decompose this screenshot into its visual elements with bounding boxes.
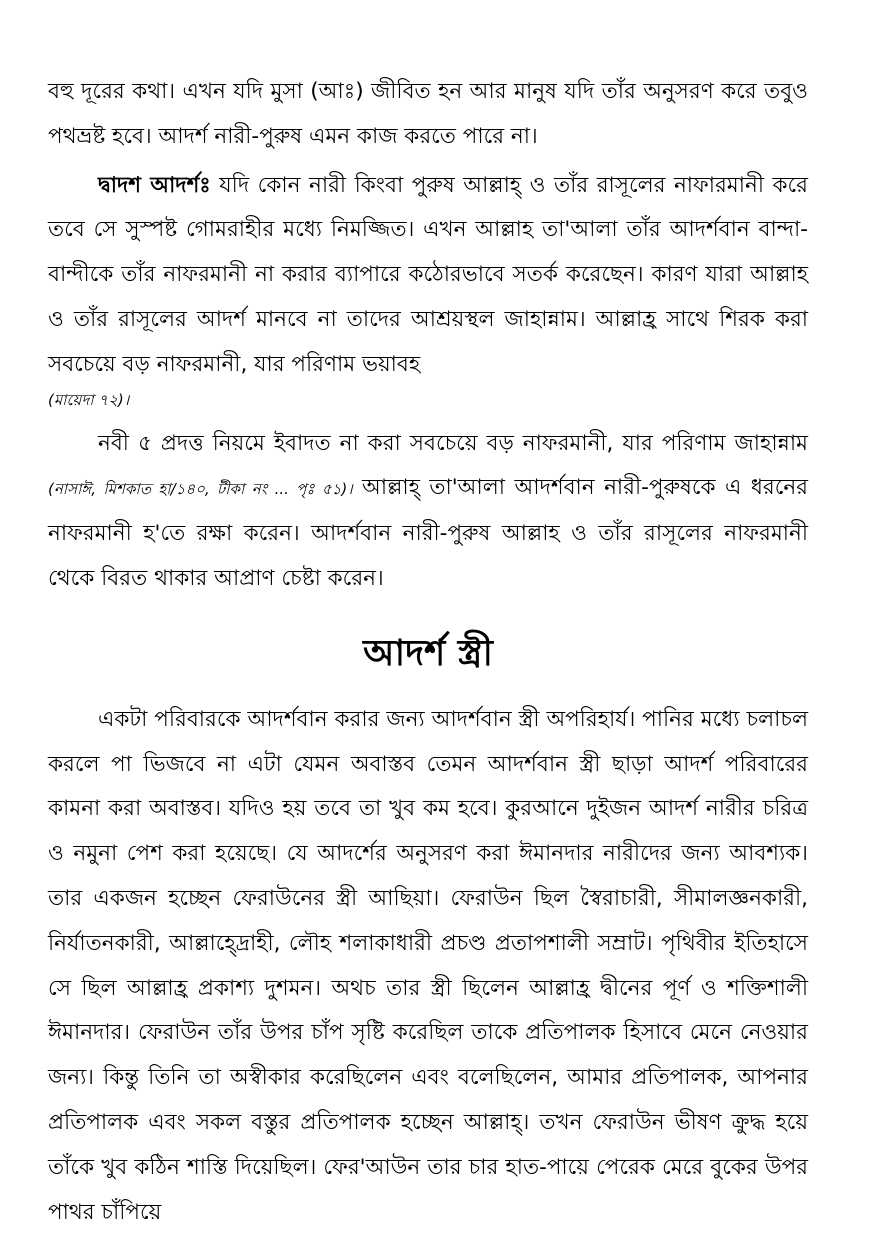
section-heading: আদর্শ স্ত্রী <box>363 632 493 674</box>
paragraph-text: যদি কোন নারী কিংবা পুরুষ আল্লাহ্ ও তাঁর রাসূলের নাফারমানী করে তবে সে সুস্পষ্ট গোমরাহীর মধ্যে নিমজ্জিত। এখন আল্লাহ তা'আলা তাঁর আদর্শবান বান্দা-বান্দীকে তাঁর নাফরমানী না করার ব্যাপারে কঠোরভাবে সতর্ক করেছেন। কারণ যারা আল্লাহ ও তাঁর রাসূলের আদর্শ মানবে না তাদের আশ্রয়স্থল জাহান্নাম। আল্লাহ্র সাথে শিরক করা সবচেয়ে বড় নাফরমানী, যার পরিণাম ভয়াবহ <box>48 172 808 377</box>
paragraph-lead-title: দ্বাদশ আদর্শঃ <box>98 172 211 198</box>
paragraph-ideal-wife <box>48 698 808 1236</box>
citation: (নাসাঈ, মিশকাত হা/১৪০, টীকা নং ... পৃঃ ৫১)। <box>48 480 353 499</box>
document-page <box>48 70 808 1235</box>
paragraph-text: বহু দূরের কথা। এখন যদি মুসা (আঃ) জীবিত হন আর মানুষ যদি তাঁর অনুসরণ করে তবুও পথভ্রষ্ট হবে। আদর্শ নারী-পুরুষ এমন কাজ করতে পারে না। <box>48 79 808 149</box>
paragraph-twelfth-ideal <box>48 164 808 388</box>
paragraph-text: নবী ৫ প্রদত্ত নিয়মে ইবাদত না করা সবচেয়ে বড় নাফরমানী, যার পরিণাম জাহান্নাম <box>98 430 808 456</box>
paragraph-continuation <box>48 70 808 160</box>
paragraph-prophet-rule <box>48 422 808 602</box>
paragraph-text: একটা পরিবারকে আদর্শবান করার জন্য আদর্শবান স্ত্রী অপরিহার্য। পানির মধ্যে চলাচল করলে পা ভিজবে না এটা যেমন অবাস্তব তেমন আদর্শবান স্ত্রী ছাড়া আদর্শ পরিবারের কামনা করা অবাস্তব। যদিও হয় তবে তা খুব কম হবে। কুরআনে দুইজন আদর্শ নারীর চরিত্র ও নমুনা পেশ করা হয়েছে। যে আদর্শের অনুসরণ করা ঈমানদার নারীদের জন্য আবশ্যক। তার একজন হচ্ছেন ফেরাউনের স্ত্রী আছিয়া। ফেরাউন ছিল স্বৈরাচারী, সীমালজ্ঞনকারী, নির্যাতনকারী, আল্লাহ্দ্রোহী, লৌহ শলাকাধারী প্রচণ্ড প্রতাপশালী সম্রাট। পৃথিবীর ইতিহাসে সে ছিল আল্লাহ্র প্রকাশ্য দুশমন। অথচ তার স্ত্রী ছিলেন আল্লাহ্র দ্বীনের পূর্ণ ও শক্তিশালী ঈমানদার। ফেরাউন তাঁর উপর চাঁপ সৃষ্টি করেছিল তাকে প্রতিপালক হিসাবে মেনে নেওয়ার জন্য। কিন্তু তিনি তা অস্বীকার করেছিলেন এবং বলেছিলেন, আমার প্রতিপালক, আপনার প্রতিপালক এবং সকল বস্তুর প্রতিপালক হচ্ছেন আল্লাহ্। তখন ফেরাউন ভীষণ ক্রুদ্ধ হয়ে তাঁকে খুব কঠিন শাস্তি দিয়েছিল। ফের'আউন তার চার হাত-পায়ে পেরেক মেরে বুকের উপর পাথর চাঁপিয়ে <box>48 706 808 1225</box>
citation: (মায়েদা ৭২)। <box>48 390 130 409</box>
paragraph-text: আল্লাহ্ তা'আলা আদর্শবান নারী-পুরুষকে এ ধরনের নাফরমানী হ'তে রক্ষা করেন। আদর্শবান নারী-পুরুষ আল্লাহ ও তাঁর রাসূলের নাফরমানী থেকে বিরত থাকার আপ্রাণ চেষ্টা করেন। <box>48 475 808 591</box>
